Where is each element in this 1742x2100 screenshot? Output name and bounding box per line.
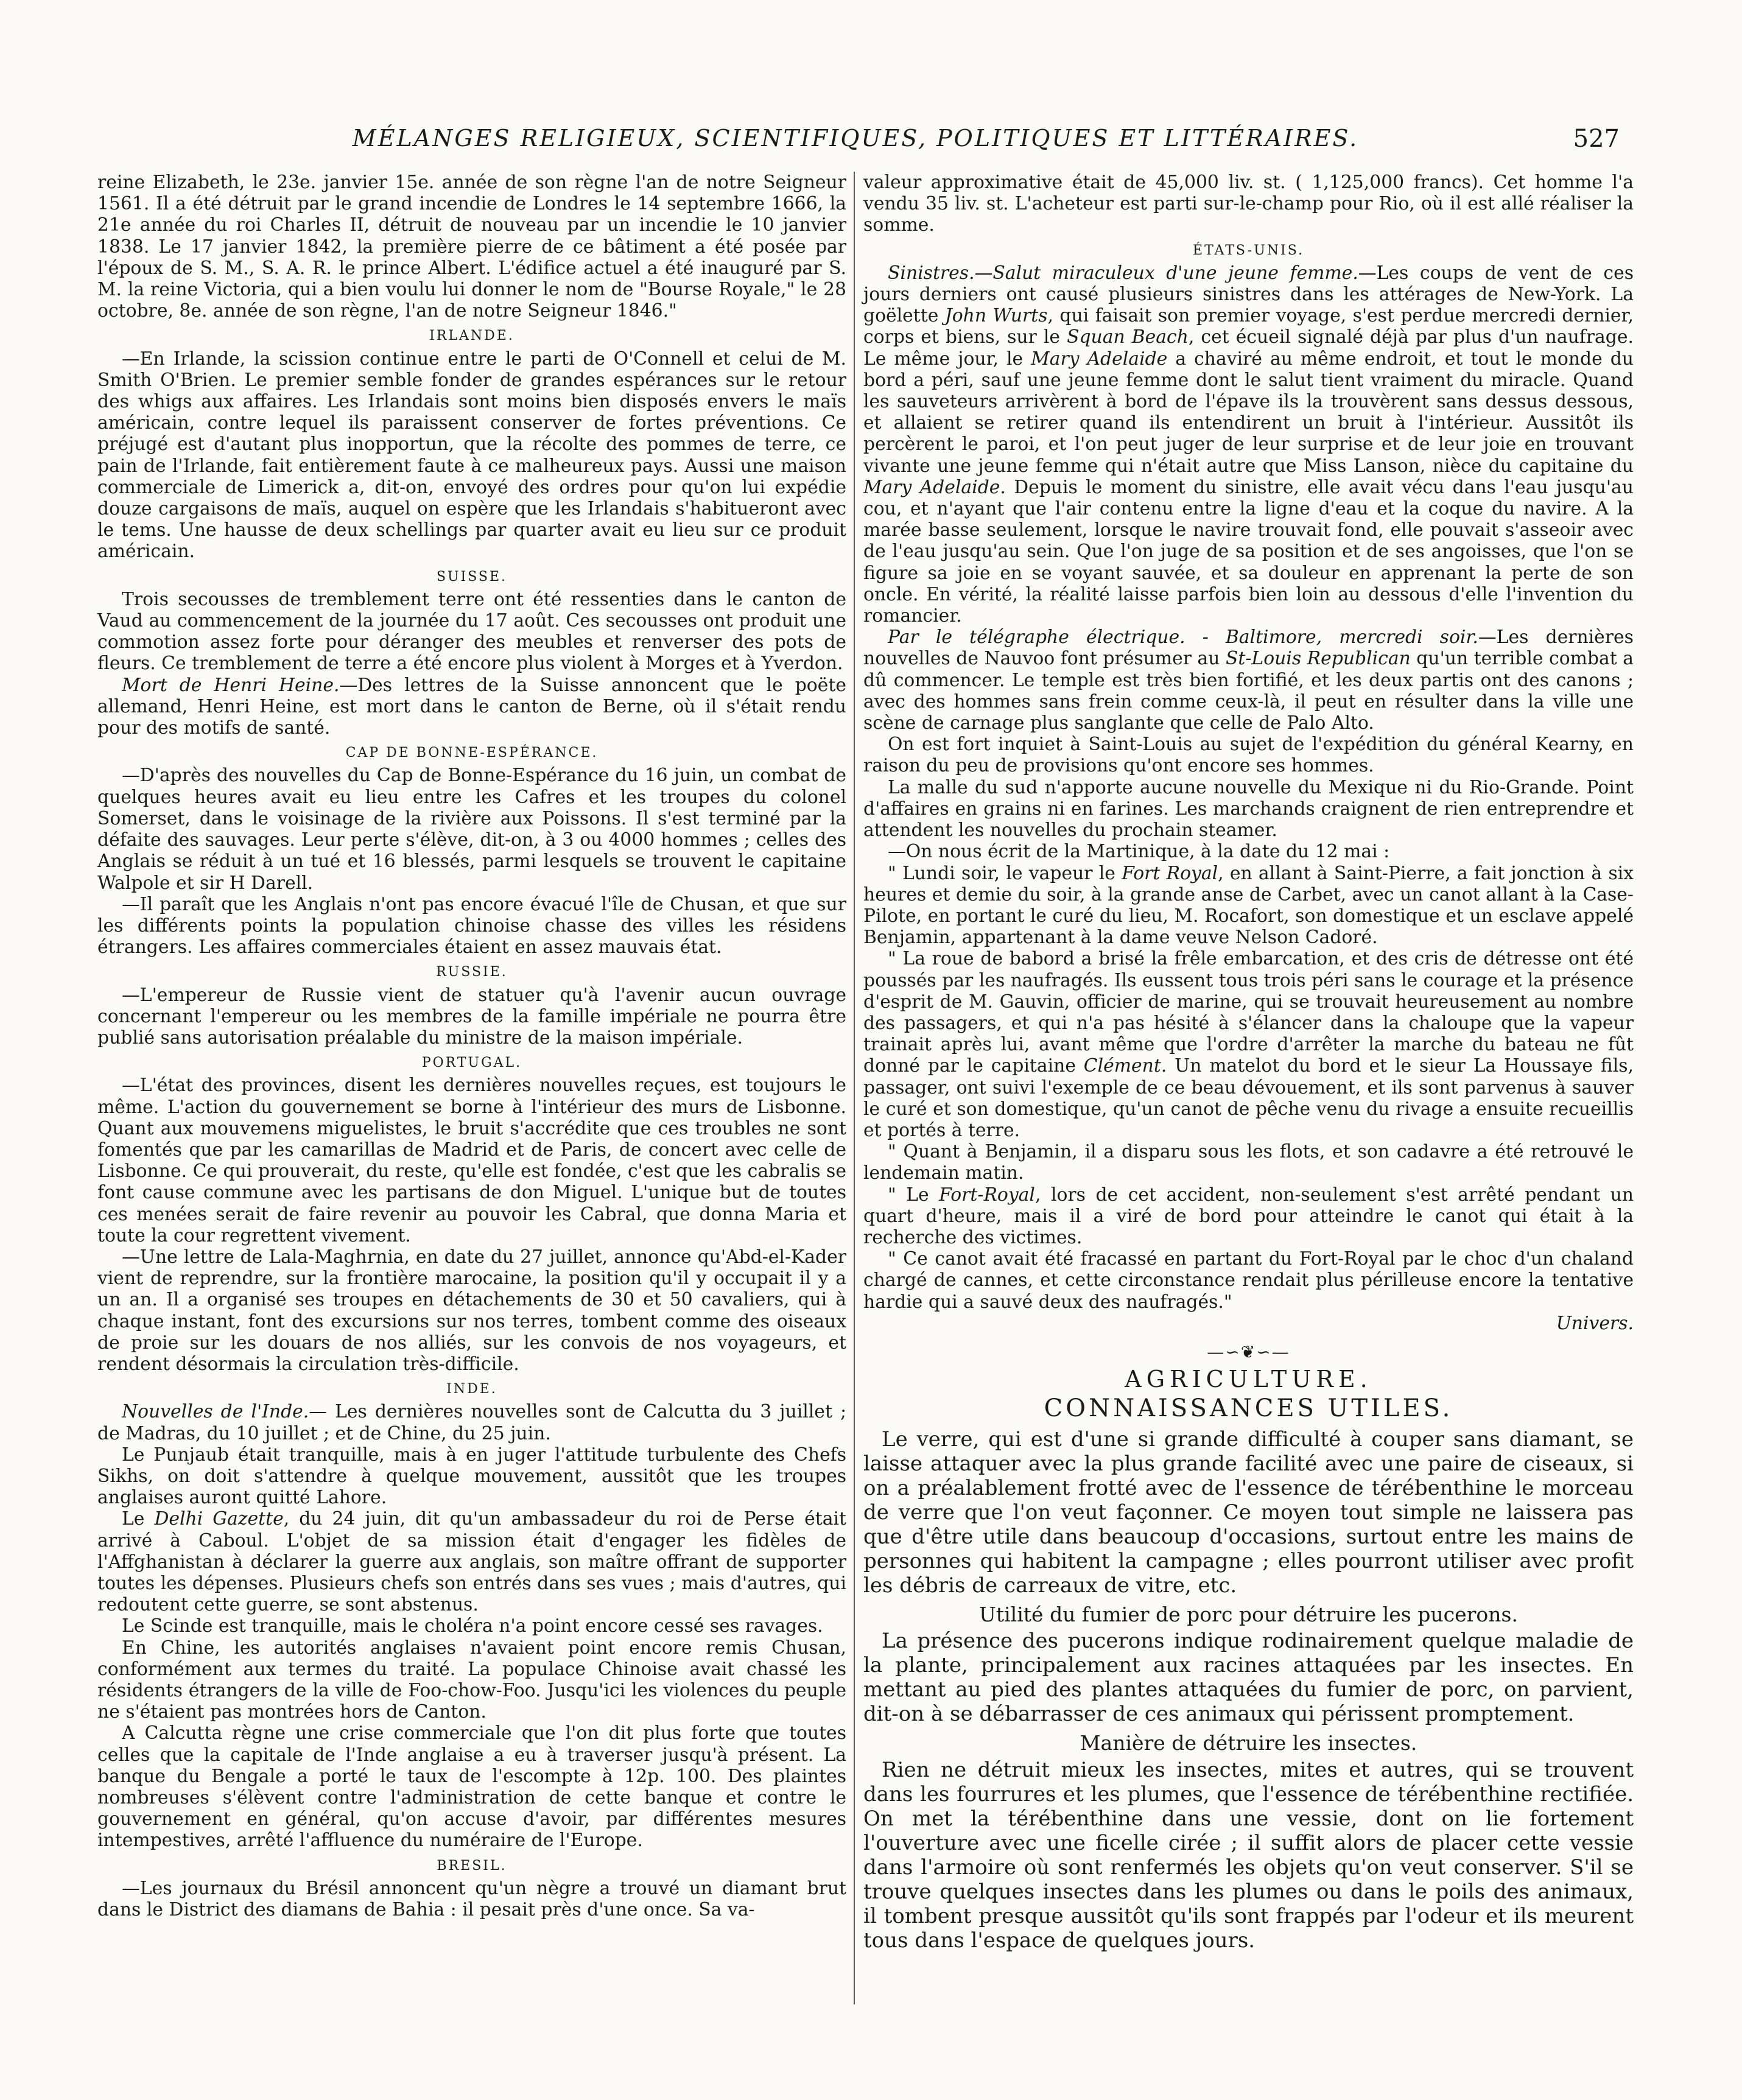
bresil-paragraph: —Les journaux du Brésil annoncent qu'un nègre a trouvé un diamant brut dans le District des diamans de Bahia : il pesait près d'une once. Sa va- (97, 1877, 846, 1921)
column-divider (854, 172, 855, 2004)
ship-name: Mary Adelaide (1031, 348, 1168, 370)
bourse-paragraph: reine Elizabeth, le 23e. janvier 15e. année de son règne l'an de notre Seigneur 1561. Il a été détruit par le grand incendie de Londres le 14 septembre 1666, la 21e année du roi Charles II, détruit de nouveau par un incendie le 10 janvier 1838. Le 17 janvier 1842, la première pierre de ce bâtiment a été posée par l'époux de S. M., S. A. R. le prince Albert. L'édifice actuel a été inauguré par S. M. la reine Victoria, qui a bien voulu lui donner le nom de "Bourse Royale," le 28 octobre, 8e. année de son règne, l'an de notre Seigneur 1846." (97, 172, 846, 322)
etats-paragraph-1 (863, 262, 1634, 627)
portugal-paragraph-1: —L'état des provinces, disent les dernières nouvelles reçues, est toujours le même. L'action du gouvernement se borne à l'intérieur des murs de Lisbonne. Quant aux mouvemens miguelistes, le bruit s'accrédite que ces troubles ne sont fomentés que par les camarillas de Madrid et de Paris, de concert avec celle de Lisbonne. Ce qui prouverait, du reste, qu'elle est fondée, c'est que les cabralis se font cause commune avec les partisans de don Miguel. L'unique but de toutes ces menées serait de faire revenir au pouvoir les Cabral, que donna Maria et toute la cour regrettent vivement. (97, 1075, 846, 1246)
mart-2-text-b: , en allant à Saint-Pierre, a fait jonction à six heures et demie du soir, à la grande anse de Carbet, avec un canot allant à la Case-Pilote, en portant le curé du lieu, M. Rocafort, son domestique et un esclave appelé Benjamin, appartenant à la dame veuve Nelson Cadoré. (863, 862, 1634, 949)
inde-text-1: — Les dernières nouvelles sont de Calcutta du 3 juillet ; de Madras, du 10 juillet ; et de Chine, du 25 juin. (97, 1401, 846, 1444)
etats-text-e: . Depuis le moment du sinistre, elle avait vécu dans l'eau jusqu'au cou, et n'ayant que l'air contenu entre la ligne d'eau et la coque du navire. A la marée basse seulement, lorsque le navire trouvait fond, elle pouvait s'asseoir avec de l'eau jusqu'au sein. Que l'on juge de sa position et de ses angoisses, que l'on se figure sa joie en se voyant sauvée, et sa douleur en apprenant la perte de son oncle. En vérité, la réalité laisse parfois bien loin au dessous d'elle l'invention du romancier. (863, 476, 1634, 627)
martinique-paragraph-2 (863, 863, 1634, 949)
martinique-paragraph-3 (863, 948, 1634, 1141)
cap-paragraph-2: —Il paraît que les Anglais n'ont pas encore évacué l'île de Chusan, et que sur les différents points la population chinoise chasse des villes les résidens étrangers. Les affaires commerciales étaient en assez mauvais état. (97, 893, 846, 958)
running-title: MÉLANGES RELIGIEUX, SCIENTIFIQUES, POLITIQUES ET LITTÉRAIRES. (352, 125, 1359, 152)
connaissances-heading: CONNAISSANCES UTILES. (1044, 1394, 1453, 1423)
mart-5-text-a: " Le (888, 1184, 939, 1206)
martinique-paragraph-5 (863, 1184, 1634, 1249)
etats-text-d: a chaviré au même endroit, et tout le monde du bord a péri, sauf une jeune femme dont le salut tient vraiment du miracle. Quand les sauveteurs arrivèrent à bord de l'épave ils la trouvèrent sans dessus dessous, et allaient se retirer quand ils entendirent un bruit à l'intérieur. Aussitôt ils percèrent le paroi, et l'on peut juger de leur surprise et de leur joie en trouvant vivante une jeune femme qui n'était autre que Miss Lanson, nièce du capitaine du (863, 348, 1634, 477)
delhi-gazette-title: Delhi Gazette (154, 1508, 284, 1530)
bresil-continued: valeur approximative était de 45,000 liv. st. ( 1,125,000 francs). Cet homme l'a vendu 35 liv. st. L'acheteur est parti sur-le-champ pour Rio, où il est allé réaliser la somme. (863, 172, 1634, 236)
section-heading-cap: CAP DE BONNE-ESPÉRANCE. (345, 745, 599, 761)
ship-name: Mary Adelaide (863, 476, 1000, 498)
section-heading-russie: RUSSIE. (436, 964, 508, 980)
captain-name: Clément (1083, 1055, 1161, 1077)
right-column (863, 172, 1634, 1953)
inde-paragraph-1 (97, 1401, 846, 1444)
left-column (97, 172, 846, 1920)
subheading-insectes: Manière de détruire les insectes. (1080, 1731, 1417, 1755)
ornament-divider: —∽❦∽— (1207, 1341, 1290, 1362)
inde-paragraph-5: En Chine, les autorités anglaises n'avaient point encore remis Chusan, conformément aux termes du traité. La populace Chinoise avait chassé les résidents étrangers de la ville de Foo-chow-Foo. Jusqu'ici les violences du peuple ne s'étaient pas montrées hors de Canton. (97, 1637, 846, 1723)
sinistres-title: Sinistres.—Salut miraculeux d'une jeune femme. (888, 262, 1358, 284)
agri-paragraph-2: La présence des pucerons indique rodinairement quelque maladie de la plante, principalement aux racines attaquées par les insectes. En mettant au pied des plantes attaquées du fumier de porc, on parvient, dit-on à se débarrasser de ces animaux qui périssent promptement. (863, 1629, 1634, 1727)
martinique-paragraph-6 (863, 1248, 1634, 1334)
heine-text: —Des lettres de la Suisse annoncent que le poëte allemand, Henri Heine, est mort dans le canton de Berne, où il s'était rendu pour des motifs de santé. (97, 674, 846, 739)
mart-5-text-b: , lors de cet accident, non-seulement s'est arrêté pendant un quart d'heure, mais il a viré de bord pour atteindre le canot qui était à la recherche des victimes. (863, 1184, 1634, 1248)
inde-paragraph-6: A Calcutta règne une crise commerciale que l'on dit plus forte que toutes celles que la capitale de l'Inde anglaise a eu à traverser jusqu'à présent. La banque du Bengale a porté le taux de l'escompte à 12p. 100. Des plaintes nombreuses s'élèvent contre l'administration de cette banque et contre le gouvernement en général, qu'on accuse d'avoir, par différentes mesures intempestives, arrêté l'affluence du numéraire de l'Europe. (97, 1722, 846, 1852)
place-name: Squan Beach (1067, 326, 1189, 348)
mart-2-text-a: " Lundi soir, le vapeur le (888, 862, 1122, 884)
section-heading-etats-unis: ÉTATS-UNIS. (1193, 242, 1304, 258)
ship-name: Fort Royal (1122, 862, 1218, 884)
irlande-paragraph: —En Irlande, la scission continue entre le parti de O'Connell et celui de M. Smith O'Brien. Le premier semble fonder de grandes espérances sur le retour des whigs aux affaires. Les Irlandais sont moins bien disposés envers le maïs américain, contre lequel ils paraissent conserver de fortes préventions. Ce préjugé est d'autant plus inopportun, que la récolte des pommes de terre, ce pain de l'Irlande, fait entièrement faute à ce malheureux pays. Aussi une maison commerciale de Limerick a, dit-on, envoyé des ordres pour qu'on lui expédie douze cargaisons de maïs, auquel on espère que les Irlandais s'habitueront avec le tems. Une hausse de deux schellings par quarter avait eu lieu sur ce produit américain. (97, 348, 846, 563)
etats-text-a: —Les coups de vent de ces jours derniers ont causé plusieurs sinistres dans les attérages de New-York. La goëlette (863, 262, 1634, 327)
agriculture-section (863, 1427, 1634, 1952)
mart-3-text-b: . Un matelot du bord et le sieur La Houssaye fils, passager, ont suivi l'exemple de ce beau dévouement, et ils sont parvenus à sauver le curé et son domestique, qu'un canot de pêche venu du rivage a ensuite recueillis et portés à terre. (863, 1055, 1634, 1141)
etats-2-text-a: —Les dernières nouvelles de Nauvoo font présumer au (863, 627, 1634, 670)
page-number: 527 (1573, 125, 1620, 153)
etats-paragraph-3: On est fort inquiet à Saint-Louis au sujet de l'expédition du général Kearny, en raison du peu de provisions qu'ont encore ses hommes. (863, 734, 1634, 777)
section-heading-inde: INDE. (446, 1382, 497, 1397)
russie-paragraph: —L'empereur de Russie vient de statuer qu'à l'avenir aucun ouvrage concernant l'empereur ou les membres de la famille impériale ne pourra être publié sans autorisation préalable du ministre de la maison impériale. (97, 984, 846, 1048)
inde-paragraph-2: Le Punjaub était tranquille, mais à en juger l'attitude turbulente des Chefs Sikhs, on doit s'attendre à quelque mouvement, aussitôt que les troupes anglaises auront quitté Lahore. (97, 1444, 846, 1509)
section-heading-bresil: BRESIL. (437, 1858, 507, 1873)
portugal-paragraph-2: —Une lettre de Lala-Maghrnia, en date du 27 juillet, annonce qu'Abd-el-Kader vient de reprendre, sur la frontière marocaine, la position qu'il y occupait il y a un an. Il a organisé ses troupes en détachements de 30 et 50 cavaliers, qui à chaque instant, font des excursions sur nos terres, tombent comme des oiseaux de proie sur les douars de nos alliés, sur les convois de nos voyageurs, et rendent désormais la circulation très-difficile. (97, 1246, 846, 1375)
martinique-paragraph-1: —On nous écrit de la Martinique, à la date du 12 mai : (888, 841, 1390, 863)
inde-paragraph-4: Le Scinde est tranquille, mais le choléra n'a point encore cessé ses ravages. (122, 1615, 823, 1637)
section-heading-irlande: IRLANDE. (429, 328, 515, 344)
inde-paragraph-3 (97, 1508, 846, 1615)
etats-text-c: , cet écueil signalé déjà par plus d'un naufrage. Le même jour, le (863, 326, 1634, 370)
subheading-pucerons: Utilité du fumier de porc pour détruire les pucerons. (979, 1603, 1518, 1627)
agriculture-heading: AGRICULTURE. (1125, 1366, 1372, 1393)
telegraphe-title: Par le télégraphe électrique. - Baltimore, mercredi soir. (888, 627, 1478, 648)
newspaper-name: St-Louis Republican (1225, 648, 1411, 670)
agri-paragraph-1: Le verre, qui est d'une si grande difficulté à couper sans diamant, se laisse attaquer avec la plus grande facilité avec une paire de ciseaux, si on a préalablement frotté avec de l'essence de térébenthine le morceau de verre que l'on veut façonner. Ce moyen tout simple ne laissera pas que d'être utile dans beaucoup d'occasions, surtout entre les mains de personnes qui habitent la campagne ; elles pourront utiliser avec profit les débris de carreaux de vitre, etc. (863, 1427, 1634, 1598)
mart-6-text: " Ce canot avait été fracassé en partant du Fort-Royal par le choc d'un chaland chargé de cannes, et cette circonstance rendait plus périlleuse encore la tentative hardie qui a sauvé deux des naufragés." (863, 1248, 1634, 1313)
source-signature: Univers. (1556, 1312, 1634, 1334)
ship-name: Fort-Royal (939, 1184, 1035, 1206)
ship-name: John Wurts (944, 305, 1048, 327)
suisse-paragraph-1: Trois secousses de tremblement terre ont été ressenties dans le canton de Vaud au commencement de la journée du 17 août. Ces secousses ont produit une commotion assez forte pour déranger des meubles et renverser des pots de fleurs. Ce tremblement de terre a été encore plus violent à Morges et à Yverdon. (97, 588, 846, 675)
inde-text-3-pre: Le (122, 1508, 155, 1530)
etats-text-b: , qui faisait son premier voyage, s'est perdue mercredi dernier, corps et biens, sur le (863, 305, 1634, 348)
page-header (91, 125, 1620, 161)
heine-title: Mort de Henri Heine. (122, 674, 340, 696)
inde-title: Nouvelles de l'Inde. (122, 1401, 309, 1423)
cap-paragraph-1: —D'après des nouvelles du Cap de Bonne-Espérance du 16 juin, un combat de quelques heures avait eu lieu entre les Cafres et les troupes du colonel Somerset, dans le voisinage de la rivière aux Poissons. Il s'est terminé par la défaite des sauvages. Leur perte s'élève, dit-on, à 3 ou 4000 hommes ; celles des Anglais se réduit à un tué et 16 blessés, parmi lesquels se trouvent le capitaine Walpole et sir H Darell. (97, 765, 846, 894)
martinique-paragraph-4: " Quant à Benjamin, il a disparu sous les flots, et son cadavre a été retrouvé le lendemain matin. (863, 1141, 1634, 1184)
suisse-paragraph-2 (97, 675, 846, 739)
etats-2-text-b: qu'un terrible combat a dû commencer. Le temple est très bien fortifié, et les deux partis ont des canons ; avec des hommes sans frein comme ceux-là, il peut en résulter dans la ville une scène de carnage plus sanglante que celle de Palo Alto. (863, 648, 1634, 734)
mart-3-text-a: " La roue de babord a brisé la frêle embarcation, et des cris de détresse ont été poussés par les naufragés. Ils eussent tous trois péri sans le courage et la présence d'esprit de M. Gauvin, officier de marine, qui se trouvait heureusement au nombre des passagers, et qui n'a pas hésité à s'élancer dans la chaloupe que la vapeur trainait après lui, avant même que l'ordre d'arrêter la marche du bateau ne fût donné par le capitaine (863, 948, 1634, 1077)
inde-text-3: , du 24 juin, dit qu'un ambassadeur du roi de Perse était arrivé à Caboul. L'objet de sa mission était d'engager les fidèles de l'Affghanistan à déclarer la guerre aux anglais, son maître offrant de supporter toutes les dépenses. Plusieurs chefs son entrés dans ses vues ; mais d'autres, qui redoutent cette guerre, se sont abstenus. (97, 1508, 846, 1616)
agri-paragraph-3: Rien ne détruit mieux les insectes, mites et autres, qui se trouvent dans les fourrures et les plumes, que l'essence de térébenthine rectifiée. On met la térébenthine dans une vessie, dont on lie fortement l'ouverture avec une ficelle cirée ; il suffit alors de placer cette vessie dans l'armoire où sont renfermés les objets qu'on veut conserver. S'il se trouve quelques insectes dans les plumes ou dans le poils des animaux, il tombent presque aussitôt qu'ils sont frappés par l'odeur et ils meurent tous dans l'espace de quelques jours. (863, 1757, 1634, 1953)
section-heading-suisse: SUISSE. (436, 569, 508, 585)
etats-paragraph-4: La malle du sud n'apporte aucune nouvelle du Mexique ni du Rio-Grande. Point d'affaires en grains ni en farines. Les marchands craignent de rien entreprendre et attendent les nouvelles du prochain steamer. (863, 776, 1634, 841)
etats-paragraph-2 (863, 627, 1634, 734)
section-heading-portugal: PORTUGAL. (421, 1055, 522, 1071)
